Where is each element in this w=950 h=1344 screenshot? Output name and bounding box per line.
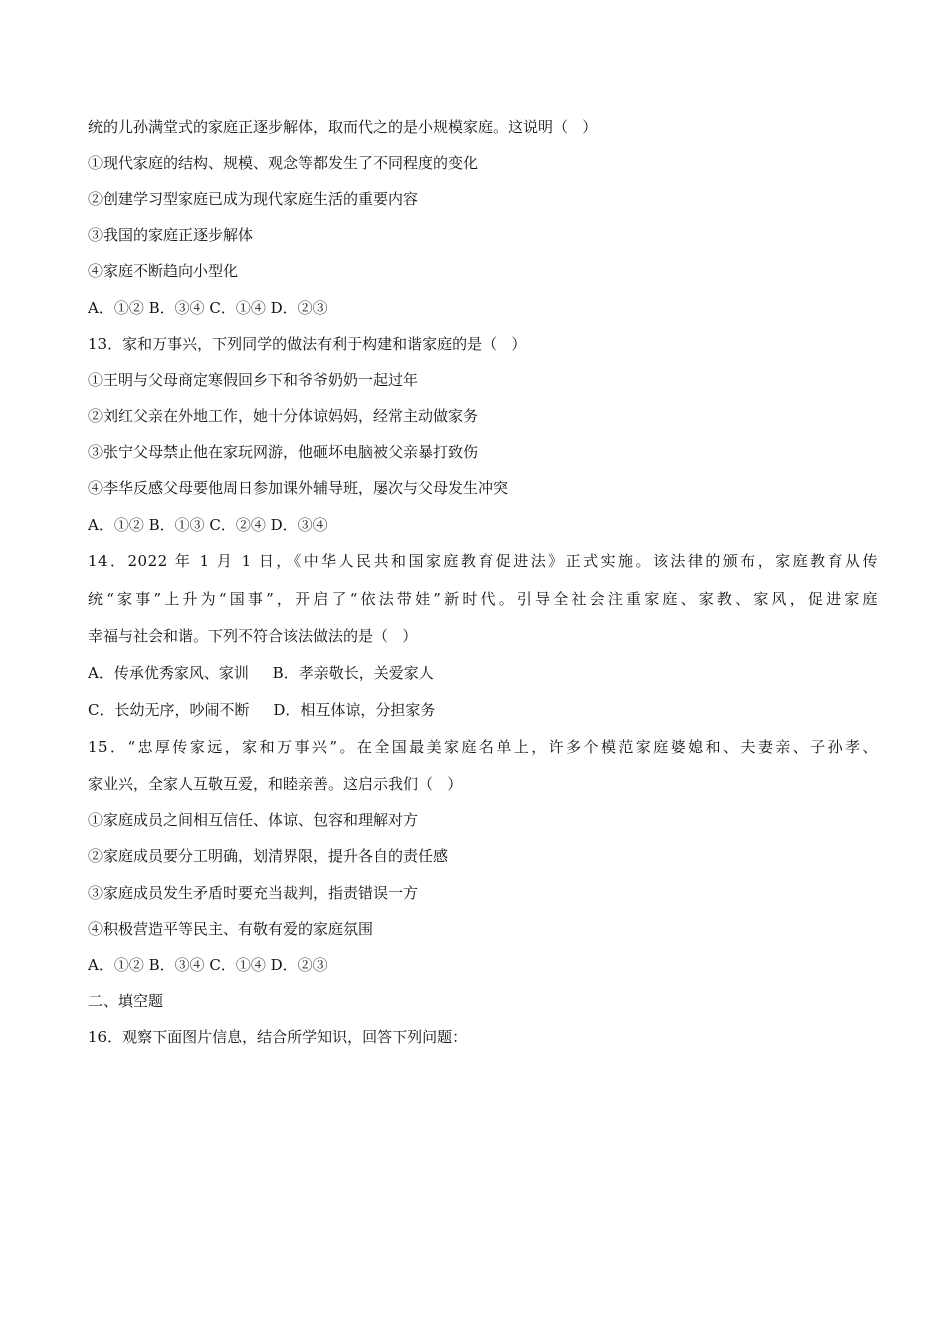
q12-option-2: ②创建学习型家庭已成为现代家庭生活的重要内容 xyxy=(88,190,419,208)
q16-stem: 16．观察下面图片信息，结合所学知识，回答下列问题： xyxy=(88,1028,468,1046)
q15-option-3: ③家庭成员发生矛盾时要充当裁判，指责错误一方 xyxy=(88,884,419,902)
q13-option-3: ③张宁父母禁止他在家玩网游，他砸坏电脑被父亲暴打致伤 xyxy=(88,443,479,461)
q14-stem-line-1: 14．2022 年 1 月 1 日，《中华人民共和国家庭教育促进法》正式实施。该法律的颁布，家庭教育从传 xyxy=(88,552,878,570)
q14-choices-line-1: A．传承优秀家风、家训 B．孝亲敬长，关爱家人 xyxy=(88,664,434,682)
q14-stem-line-3: 幸福与社会和谐。下列不符合该法做法的是（ ） xyxy=(88,627,418,645)
q14-stem-line-2: 统“家事”上升为“国事”，开启了“依法带娃”新时代。引导全社会注重家庭、家教、家风，促进家庭 xyxy=(88,590,878,608)
q13-stem: 13．家和万事兴，下列同学的做法有利于构建和谐家庭的是（ ） xyxy=(88,335,527,353)
q14-choices-line-2: C．长幼无序，吵闹不断 D．相互体谅，分担家务 xyxy=(88,701,436,719)
q12-option-4: ④家庭不断趋向小型化 xyxy=(88,262,239,280)
q15-option-1: ①家庭成员之间相互信任、体谅、包容和理解对方 xyxy=(88,811,419,829)
q13-choices: A．①② B．①③ C．②④ D．③④ xyxy=(88,516,328,534)
q15-stem-line-1: 15．“忠厚传家远，家和万事兴”。在全国最美家庭名单上，许多个模范家庭婆媳和、夫妻亲、子孙孝、 xyxy=(88,738,878,756)
q15-option-4: ④积极营造平等民主、有敬有爱的家庭氛围 xyxy=(88,920,374,938)
section-heading-fill-in: 二、填空题 xyxy=(88,992,164,1010)
q12-choices: A．①② B．③④ C．①④ D．②③ xyxy=(88,299,328,317)
q12-option-1: ①现代家庭的结构、规模、观念等都发生了不同程度的变化 xyxy=(88,154,479,172)
q12-stem-continuation: 统的儿孙满堂式的家庭正逐步解体，取而代之的是小规模家庭。这说明（ ） xyxy=(88,118,598,136)
q12-option-3: ③我国的家庭正逐步解体 xyxy=(88,226,254,244)
q15-option-2: ②家庭成员要分工明确，划清界限，提升各自的责任感 xyxy=(88,847,449,865)
q13-option-1: ①王明与父母商定寒假回乡下和爷爷奶奶一起过年 xyxy=(88,371,419,389)
q13-option-4: ④李华反感父母要他周日参加课外辅导班，屡次与父母发生冲突 xyxy=(88,479,509,497)
q15-choices: A．①② B．③④ C．①④ D．②③ xyxy=(88,956,328,974)
q13-option-2: ②刘红父亲在外地工作，她十分体谅妈妈，经常主动做家务 xyxy=(88,407,479,425)
q15-stem-line-2: 家业兴，全家人互敬互爱，和睦亲善。这启示我们（ ） xyxy=(88,775,463,793)
